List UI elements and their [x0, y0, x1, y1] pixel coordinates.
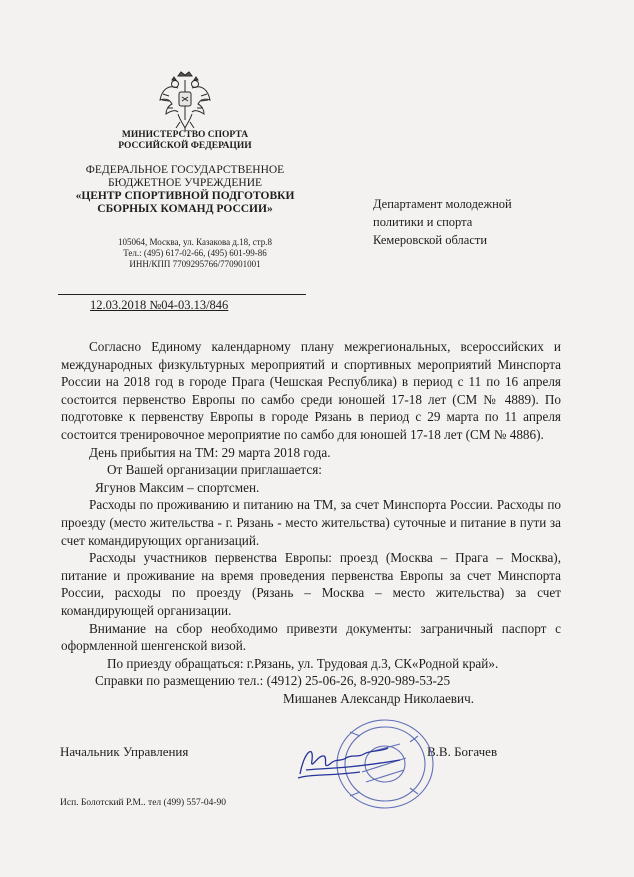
- paragraph-4: Ягунов Максим – спортсмен.: [95, 479, 260, 495]
- signatory-name: В.В. Богачев: [427, 744, 498, 759]
- coat-of-arms-icon: [158, 70, 212, 132]
- paragraph-6: Расходы участников первенства Европы: проезд (Москва – Прага – Москва), питание и проживание на время проведения первенства Европы за счет Минспорта России, расходы по проезду (Рязань – Москва – место жительства) за счет командирующей организации.: [61, 550, 561, 618]
- org-line-3: «ЦЕНТР СПОРТИВНОЙ ПОДГОТОВКИ: [75, 190, 295, 202]
- recipient-block: [373, 195, 613, 249]
- ministry-name: [60, 130, 310, 152]
- divider: [58, 294, 306, 295]
- paragraph-10: Мишанев Александр Николаевич.: [283, 690, 475, 706]
- letter-body: [61, 338, 561, 707]
- address-line-2: Тел.: (495) 617-02-66, (495) 601-99-86: [123, 248, 267, 258]
- recipient-line-3: Кемеровской области: [373, 233, 488, 247]
- signatory-title: Начальник Управления: [60, 744, 189, 759]
- executor-contact: Исп. Болотский Р.М.. тел (499) 557-04-90: [60, 798, 227, 808]
- org-line-1: ФЕДЕРАЛЬНОЕ ГОСУДАРСТВЕННОЕ: [85, 164, 285, 176]
- org-line-4: СБОРНЫХ КОМАНД РОССИИ»: [97, 203, 273, 215]
- stamp-signature-icon: [290, 712, 440, 812]
- organization-name: [40, 164, 330, 216]
- paragraph-8: По приезду обращаться: г.Рязань, ул. Трудовая д.3, СК«Родной край».: [107, 655, 499, 671]
- organization-address: [60, 237, 330, 270]
- paragraph-7: Внимание на сбор необходимо привезти документы: заграничный паспорт с оформленной шенгенской визой.: [61, 620, 561, 654]
- ministry-line-1: МИНИСТЕРСТВО СПОРТА: [121, 130, 249, 140]
- paragraph-3: От Вашей организации приглашается:: [107, 462, 322, 478]
- ministry-line-2: РОССИЙСКОЙ ФЕДЕРАЦИИ: [118, 141, 252, 151]
- paragraph-9: Справки по размещению тел.: (4912) 25-06-26, 8-920-989-53-25: [95, 673, 451, 689]
- paragraph-1: Согласно Единому календарному плану межрегиональных, всероссийских и международных физкультурных мероприятий и спортивных мероприятий Минспорта России на 2018 год в городе Прага (Чешская Республика) в период с 11 по 16 апреля состоится первенство Европы по самбо среди юношей 17-18 лет (СМ № 4889). По подготовке к первенству Европы в городе Рязань в период с 29 марта по 11 апреля состоится тренировочное мероприятие по самбо для юношей 17-18 лет (СМ № 4886).: [61, 339, 561, 442]
- paragraph-5: Расходы по проживанию и питанию на ТМ, за счет Минспорта России. Расходы по проезду (место жительства - г. Рязань - место жительства) суточные и питание в пути за счет командирующих организаций.: [61, 497, 561, 548]
- paragraph-2: День прибытия на ТМ: 29 марта 2018 года.: [89, 444, 331, 460]
- address-line-3: ИНН/КПП 7709295766/770901001: [129, 259, 261, 269]
- org-line-2: БЮДЖЕТНОЕ УЧРЕЖДЕНИЕ: [107, 177, 263, 189]
- recipient-line-1: Департамент молодежной: [373, 197, 512, 211]
- address-line-1: 105064, Москва, ул. Казакова д.18, стр.8: [118, 237, 272, 247]
- recipient-line-2: политики и спорта: [373, 215, 473, 229]
- registration-number: 12.03.2018 №04-03.13/846: [90, 298, 229, 312]
